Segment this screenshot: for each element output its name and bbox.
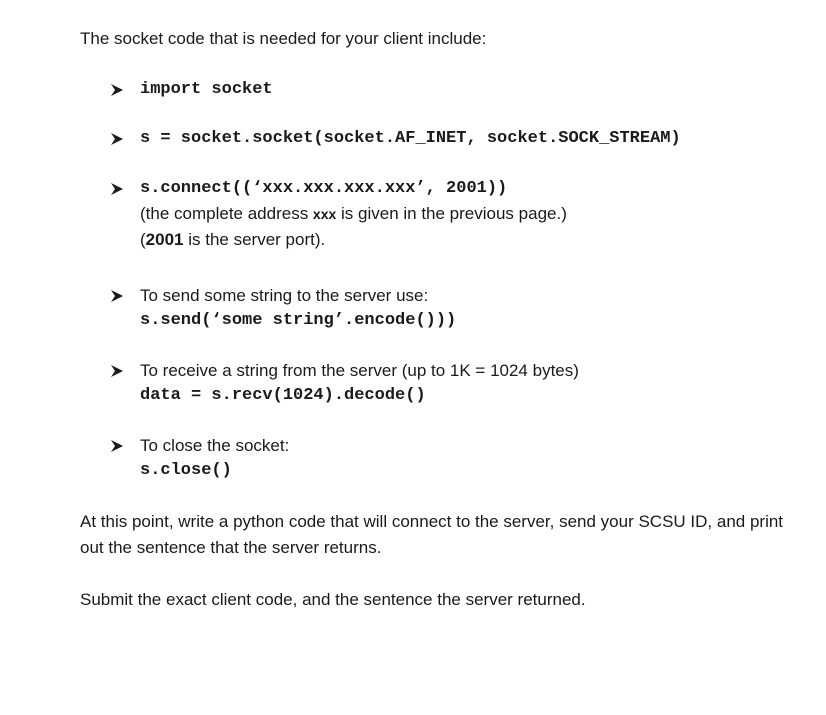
arrowhead-bullet-icon — [110, 182, 124, 196]
code-import: import socket — [140, 80, 273, 99]
arrowhead-bullet-icon — [110, 289, 124, 303]
receive-description: To receive a string from the server (up to 1K = 1024 bytes) — [140, 361, 579, 380]
arrowhead-bullet-icon — [110, 364, 124, 378]
close-description: To close the socket: — [140, 436, 290, 455]
send-description: To send some string to the server use: — [140, 286, 429, 305]
arrowhead-bullet-icon — [110, 439, 124, 453]
instructions-text: At this point, write a python code that will connect to the server, send your SCSU ID, and print out the sentence that the server returns. — [80, 512, 784, 557]
submit-text: Submit the exact client code, and the sentence the server returned. — [80, 590, 586, 609]
code-receive: data = s.recv(1024).decode() — [140, 386, 426, 405]
code-close: s.close() — [140, 461, 232, 480]
intro-text: The socket code that is needed for your client include: — [80, 29, 487, 48]
connect-note-address: (the complete address xxx is given in the previous page.) — [140, 204, 567, 223]
arrowhead-bullet-icon — [110, 83, 124, 97]
connect-note-port: (2001 is the server port). — [140, 230, 326, 249]
arrowhead-bullet-icon — [110, 132, 124, 146]
code-send: s.send(‘some string’.encode())) — [140, 311, 457, 330]
code-create-socket: s = socket.socket(socket.AF_INET, socket.SOCK_STREAM) — [140, 129, 681, 148]
code-connect: s.connect((‘xxx.xxx.xxx.xxx’, 2001)) — [140, 179, 508, 198]
